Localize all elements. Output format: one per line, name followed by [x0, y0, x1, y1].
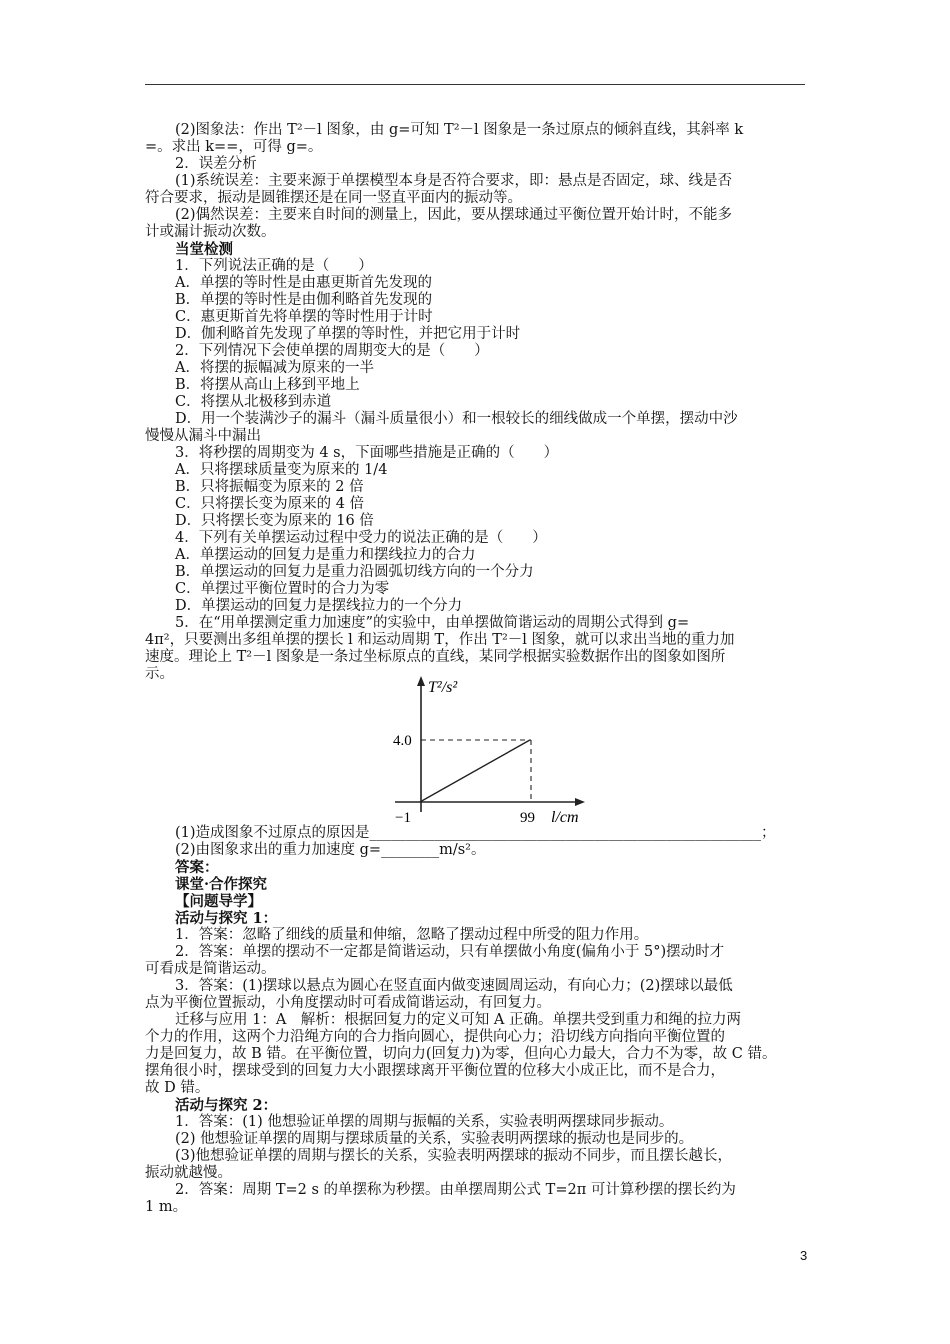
text-line: (1)造成图象不过原点的原因是______________________________________________________；	[175, 825, 776, 841]
x-axis-arrow	[575, 798, 585, 806]
text-line: 4．下列有关单摆运动过程中受力的说法正确的是（ ）	[175, 530, 547, 546]
text-line: 2．误差分析	[175, 156, 257, 172]
text-line: (2)由图象求出的重力加速度 g=________m/s²。	[175, 842, 486, 858]
text-line: B．只将振幅变为原来的 2 倍	[175, 479, 364, 495]
text-line: D．只将摆长变为原来的 16 倍	[175, 513, 374, 529]
text-line: 1．答案：忽略了细线的质量和伸缩，忽略了摆动过程中所受的阻力作用。	[175, 927, 649, 943]
text-line: 答案：	[175, 859, 219, 876]
text-line: 摆角很小时，摆球受到的回复力大小跟摆球离开平衡位置的位移大小成正比，而不是合力，	[145, 1063, 725, 1079]
data-line	[420, 740, 530, 802]
x-axis-label: l/cm	[551, 809, 579, 826]
text-line: 5．在“用单摆测定重力加速度”的实验中，由单摆做简谐运动的周期公式得到 g=	[175, 615, 690, 631]
text-line: (2) 他想验证单摆的周期与摆球质量的关系，实验表明两摆球的振动也是同步的。	[175, 1131, 694, 1147]
y-axis-arrow	[417, 676, 425, 686]
text-line: 【问题导学】	[175, 893, 262, 910]
text-line: A．单摆运动的回复力是重力和摆线拉力的合力	[175, 547, 476, 563]
text-line: A．只将摆球质量变为原来的 1/4	[175, 462, 388, 478]
text-line: B．单摆运动的回复力是重力沿圆弧切线方向的一个分力	[175, 564, 534, 580]
t2-l-graph	[355, 670, 595, 830]
text-line: 1．答案：(1) 他想验证单摆的周期与振幅的关系，实验表明两摆球同步振动。	[175, 1114, 674, 1130]
text-line: 4π²，只要测出多组单摆的摆长 l 和运动周期 T，作出 T²－l 图象，就可以求出当地的重力加	[145, 632, 735, 648]
text-line: C．只将摆长变为原来的 4 倍	[175, 496, 365, 512]
text-line: C．将摆从北极移到赤道	[175, 394, 332, 410]
text-line: 速度。理论上 T²－l 图象是一条过坐标原点的直线，某同学根据实验数据作出的图象如图所	[145, 649, 726, 665]
text-line: =。求出 k==，可得 g=。	[145, 139, 323, 155]
text-line: C．单摆过平衡位置时的合力为零	[175, 581, 390, 597]
text-line: 3．将秒摆的周期变为 4 s，下面哪些措施是正确的（ ）	[175, 445, 559, 461]
text-line: 个力的作用，这两个力沿绳方向的合力指向圆心，提供向心力；沿切线方向指向平衡位置的	[145, 1029, 725, 1045]
text-line: B．将摆从高山上移到平地上	[175, 377, 360, 393]
text-line: (1)系统误差：主要来源于单摆模型本身是否符合要求，即：悬点是否固定，球、线是否	[175, 173, 733, 189]
text-line: 2．答案：周期 T=2 s 的单摆称为秒摆。由单摆周期公式 T=2π 可计算秒摆的摆长约为	[175, 1182, 736, 1198]
text-line: (2)图象法：作出 T²－l 图象，由 g=可知 T²－l 图象是一条过原点的倾斜直线，其斜率 k	[175, 122, 744, 138]
x-tick-end-label: 99	[520, 810, 535, 826]
text-line: (3)他想验证单摆的周期与摆长的关系，实验表明两摆球的振动不同步，而且摆长越长，	[175, 1148, 733, 1164]
text-line: D．用一个装满沙子的漏斗（漏斗质量很小）和一根较长的细线做成一个单摆，摆动中沙	[175, 411, 738, 427]
page-number: 3	[800, 1248, 808, 1263]
text-line: 1 m。	[145, 1199, 188, 1215]
text-line: 振动就越慢。	[145, 1165, 232, 1181]
text-line: 故 D 错。	[145, 1080, 210, 1096]
text-line: A．单摆的等时性是由惠更斯首先发现的	[175, 275, 432, 291]
text-line: 活动与探究 2：	[175, 1097, 278, 1114]
text-line: 1．下列说法正确的是（ ）	[175, 258, 373, 274]
text-line: 2．下列情况下会使单摆的周期变大的是（ ）	[175, 343, 489, 359]
text-line: 力是回复力，故 B 错。在平衡位置，切向力(回复力)为零，但向心力最大，合力不为零，故 C 错。	[145, 1046, 777, 1062]
text-line: 慢慢从漏斗中漏出	[145, 428, 261, 444]
text-line: 活动与探究 1：	[175, 910, 278, 927]
text-line: 3．答案：(1)摆球以悬点为圆心在竖直面内做变速圆周运动，有向心力；(2)摆球以最低	[175, 978, 733, 994]
text-line: B．单摆的等时性是由伽利略首先发现的	[175, 292, 433, 308]
x-tick-start-label: −1	[395, 810, 411, 826]
text-line: 迁移与应用 1：A 解析：根据回复力的定义可知 A 正确。单摆共受到重力和绳的拉力两	[175, 1012, 741, 1028]
text-line: 可看成是简谐运动。	[145, 961, 276, 977]
text-line: 当堂检测	[175, 241, 233, 258]
text-line: 课堂·合作探究	[175, 876, 268, 893]
text-line: (2)偶然误差：主要来自时间的测量上，因此，要从摆球通过平衡位置开始计时，不能多	[175, 207, 733, 223]
y-axis-label: T²/s²	[428, 679, 458, 696]
text-line: D．伽利略首先发现了单摆的等时性，并把它用于计时	[175, 326, 521, 342]
text-line: 2．答案：单摆的摆动不一定都是简谐运动，只有单摆做小角度(偏角小于 5°)摆动时才	[175, 944, 725, 960]
text-line: D．单摆运动的回复力是摆线拉力的一个分力	[175, 598, 463, 614]
text-line: 符合要求，振动是圆锥摆还是在同一竖直平面内的振动等。	[145, 190, 522, 206]
header-rule	[145, 84, 805, 85]
text-line: 计或漏计振动次数。	[145, 224, 276, 240]
text-line: C．惠更斯首先将单摆的等时性用于计时	[175, 309, 433, 325]
text-line: 点为平衡位置振动，小角度摆动时可看成简谐运动，有回复力。	[145, 995, 551, 1011]
text-line: 示。	[145, 666, 174, 682]
y-tick-label: 4.0	[393, 733, 412, 749]
text-line: A．将摆的振幅减为原来的一半	[175, 360, 374, 376]
